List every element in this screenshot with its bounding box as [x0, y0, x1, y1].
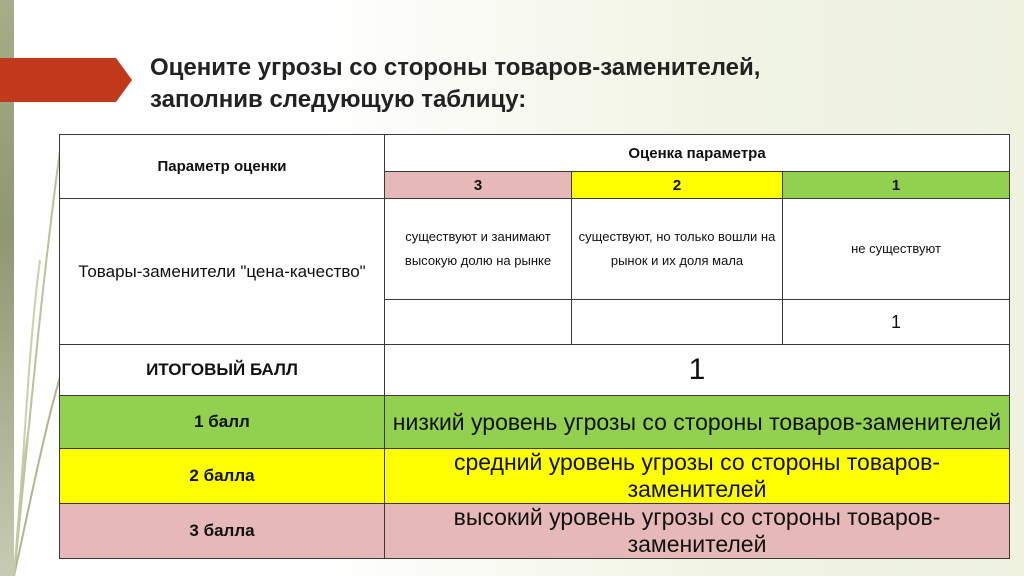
total-value-cell — [385, 345, 1010, 396]
level-1-text: низкий уровень угрозы со стороны товаров-заменителей — [385, 396, 1010, 449]
title-accent-arrow — [0, 58, 132, 102]
value-3-cell — [385, 300, 572, 345]
desc-2-line-1: существуют, но только вошли на — [578, 229, 776, 244]
value-1-cell: 1 — [783, 300, 1010, 345]
level-3-text: высокий уровень угрозы со стороны товаров-заменителей — [385, 504, 1010, 559]
level-2-text: средний уровень угрозы со стороны товаров-заменителей — [385, 449, 1010, 504]
total-label-cell — [60, 345, 385, 396]
value-2-cell — [572, 300, 783, 345]
desc-1-text: не существуют — [851, 241, 941, 256]
title-line-1: Оцените угрозы со стороны товаров-заменителей, — [150, 54, 761, 81]
desc-3-line-2: высокую долю на рынке — [404, 253, 552, 268]
desc-2-line-2: рынок и их доля мала — [610, 253, 744, 268]
desc-1-cell — [783, 199, 1010, 300]
level-row-3 — [60, 504, 1010, 559]
estimate-header-cell — [385, 135, 1010, 172]
score-2-header: 2 — [572, 172, 783, 199]
title-line-2: заполнив следующую таблицу: — [150, 86, 527, 113]
param-name-cell — [60, 199, 385, 345]
level-2-label: 2 балла — [60, 449, 385, 504]
desc-3-line-1: существуют и занимают — [405, 229, 551, 244]
estimate-header: Оценка параметра — [628, 144, 766, 162]
level-3-label: 3 балла — [60, 504, 385, 559]
level-row-2 — [60, 449, 1010, 504]
desc-2-cell — [572, 199, 783, 300]
level-row-1 — [60, 396, 1010, 449]
score-1-header: 1 — [783, 172, 1010, 199]
level-1-label: 1 балл — [60, 396, 385, 449]
total-label: ИТОГОВЫЙ БАЛЛ — [146, 360, 298, 379]
score-3-header: 3 — [385, 172, 572, 199]
param-header: Параметр оценки — [157, 158, 287, 175]
desc-3-cell — [385, 199, 572, 300]
threat-assessment-table — [59, 134, 1010, 559]
param-name: Товары-заменители "цена-качество" — [78, 261, 366, 281]
slide-title — [150, 52, 1010, 116]
total-value: 1 — [688, 353, 706, 386]
param-header-cell — [60, 135, 385, 199]
